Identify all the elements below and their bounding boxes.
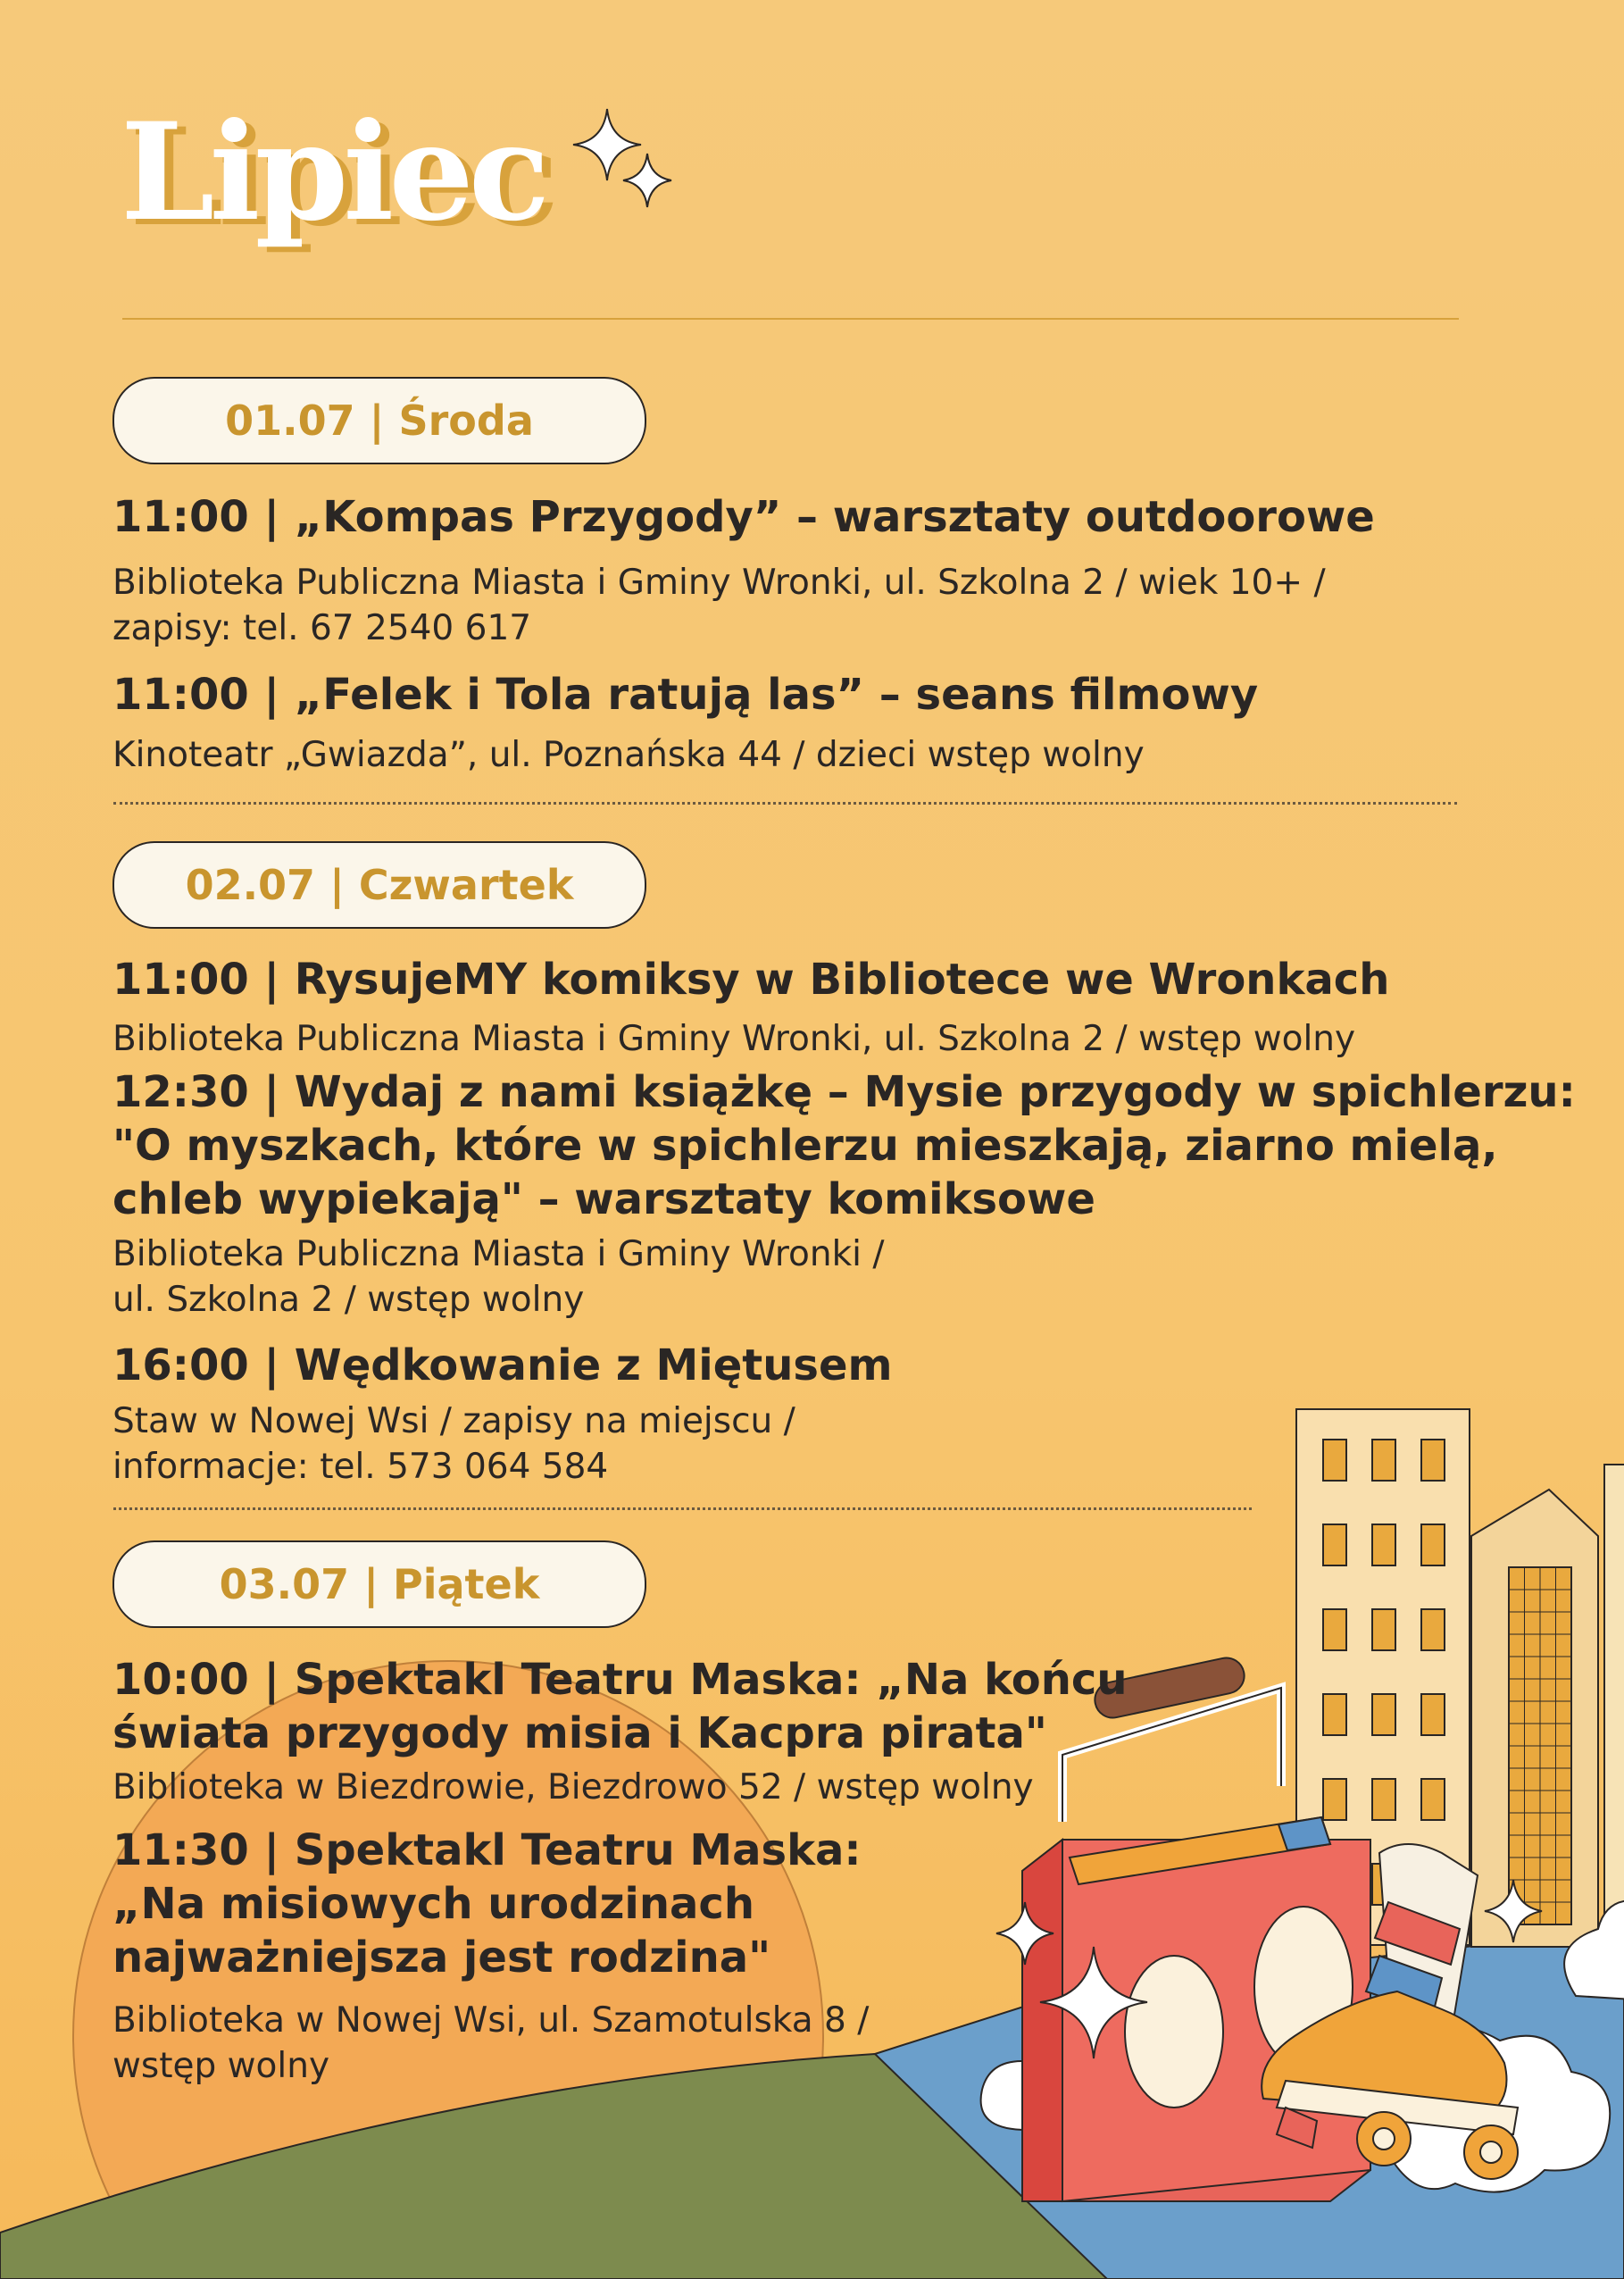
event-details: Biblioteka Publiczna Miasta i Gminy Wronki, ul. Szkolna 2 / wiek 10+ / zapisy: tel. 67 2540 617 bbox=[112, 563, 1326, 648]
event-title: 11:00 | RysujeMY komiksy w Bibliotece we Wronkach bbox=[112, 955, 1390, 1005]
event-title: 10:00 | Spektakl Teatru Maska: „Na końcu świata przygody misia i Kacpra pirata" bbox=[112, 1655, 1128, 1758]
page-title: Lipiec bbox=[121, 94, 545, 251]
event-title: 11:00 | „Felek i Tola ratują las” – seans filmowy bbox=[112, 670, 1259, 720]
event-details: Biblioteka Publiczna Miasta i Gminy Wronki / ul. Szkolna 2 / wstęp wolny bbox=[112, 1234, 885, 1320]
day-badge: 02.07 | Czwartek bbox=[112, 841, 646, 929]
day-badge: 03.07 | Piątek bbox=[112, 1540, 646, 1628]
event-title: 16:00 | Wędkowanie z Miętusem bbox=[112, 1340, 893, 1390]
event-details: Biblioteka Publiczna Miasta i Gminy Wronki, ul. Szkolna 2 / wstęp wolny bbox=[112, 1019, 1356, 1059]
day-badge: 01.07 | Środa bbox=[112, 377, 646, 464]
event-details: Staw w Nowej Wsi / zapisy na miejscu / informacje: tel. 573 064 584 bbox=[112, 1401, 795, 1487]
section-divider bbox=[113, 1507, 1252, 1510]
title-divider bbox=[122, 318, 1459, 320]
section-divider bbox=[113, 802, 1457, 805]
event-details: Biblioteka w Nowej Wsi, ul. Szamotulska 8 / wstęp wolny bbox=[112, 2000, 870, 2086]
event-title: 12:30 | Wydaj z nami książkę – Mysie przygody w spichlerzu: "O myszkach, które w spichlerzu mieszkają, ziarno mielą, chleb wypiekają" – warsztaty komiksowe bbox=[112, 1067, 1576, 1224]
event-details: Kinoteatr „Gwiazda”, ul. Poznańska 44 / dzieci wstęp wolny bbox=[112, 735, 1145, 775]
event-title: 11:30 | Spektakl Teatru Maska: „Na misiowych urodzinach najważniejsza jest rodzina" bbox=[112, 1825, 862, 1983]
event-details: Biblioteka w Biezdrowie, Biezdrowo 52 / wstęp wolny bbox=[112, 1767, 1034, 1807]
event-title: 11:00 | „Kompas Przygody” – warsztaty outdoorowe bbox=[112, 492, 1375, 542]
